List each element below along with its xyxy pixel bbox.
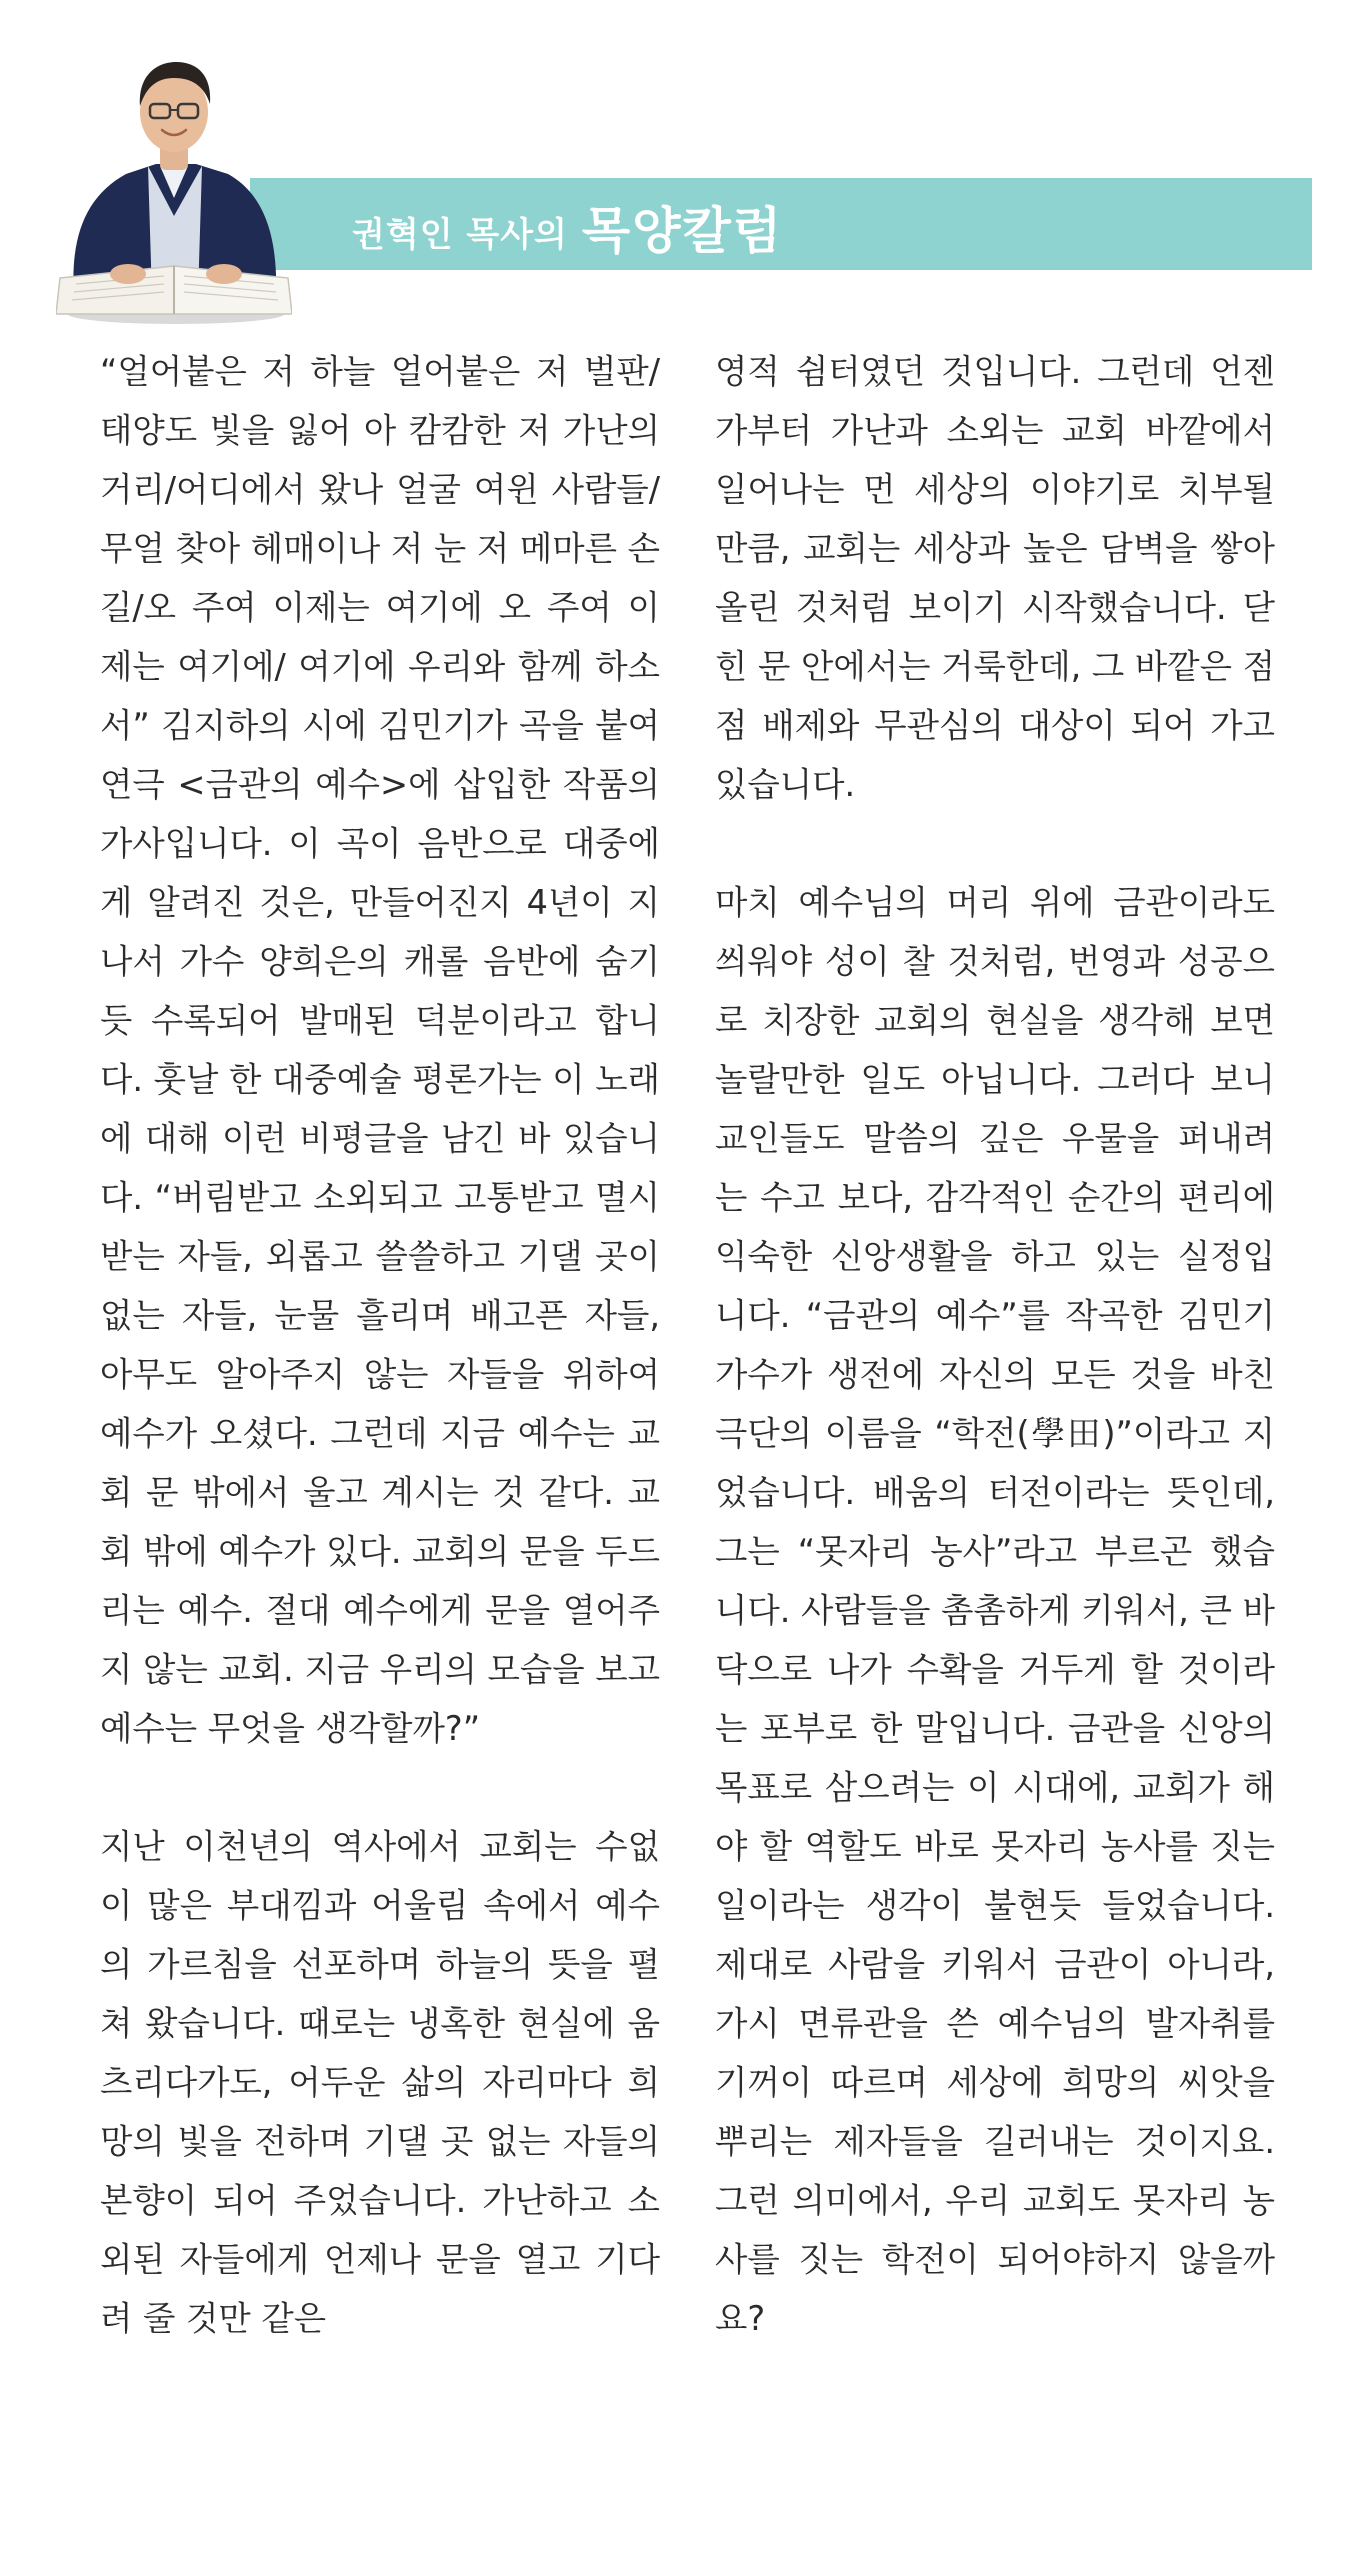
paragraph: 마치 예수님의 머리 위에 금관이라도 씌워야 성이 찰 것처럼, 번영과 성공으로 치장한 교회의 현실을 생각해 보면 놀랄만한 일도 아닙니다. 그러다 보니 교인들도 말씀의 깊은 우물을 퍼내려는 수고 보다, 감각적인 순간의 편리에 익숙한 신앙생활을 하고 있는 실정입니다. “금관의 예수”를 작곡한 김민기 가수가 생전에 자신의 모든 것을 바친 극단의 이름을 “학전(學田)”이라고 지었습니다. 배움의 터전이라는 뜻인데, 그는 “못자리 농사”라고 부르곤 했습니다. 사람들을 촘촘하게 키워서, 큰 바닥으로 나가 수확을 거두게 할 것이라는 포부로 한 말입니다. 금관을 신앙의 목표로 삼으려는 이 시대에, 교회가 해야 할 역할도 바로 못자리 농사를 짓는 일이라는 생각이 불현듯 들었습니다. 제대로 사람을 키워서 금관이 아니라, 가시 면류관을 쓴 예수님의 발자취를 기꺼이 따르며 세상에 희망의 씨앗을 뿌리는 제자들을 길러내는 것이지요. 그런 의미에서, 우리 교회도 못자리 농사를 짓는 학전이 되어야하지 않을까요?: [715, 883, 1275, 2338]
title-main: 목양칼럼: [581, 202, 784, 260]
column-right: [715, 342, 1275, 2348]
paragraph-gap: [715, 814, 1275, 873]
paragraph-gap: [100, 1758, 660, 1817]
column-title: [352, 192, 783, 262]
paragraph: “얼어붙은 저 하늘 얼어붙은 저 벌판/태양도 빛을 잃어 아 캄캄한 저 가난의 거리/어디에서 왔나 얼굴 여윈 사람들/무얼 찾아 헤매이나 저 눈 저 메마른 손길/오 주여 이제는 여기에 오 주여 이제는 여기에/ 여기에 우리와 함께 하소서” 김지하의 시에 김민기가 곡을 붙여 연극 <금관의 예수>에 삽입한 작품의 가사입니다. 이 곡이 음반으로 대중에게 알려진 것은, 만들어진지 4년이 지나서 가수 양희은의 캐롤 음반에 숨기듯 수록되어 발매된 덕분이라고 합니다. 훗날 한 대중예술 평론가는 이 노래에 대해 이런 비평글을 남긴 바 있습니다. “버림받고 소외되고 고통받고 멸시받는 자들, 외롭고 쓸쓸하고 기댈 곳이 없는 자들, 눈물 흘리며 배고픈 자들, 아무도 알아주지 않는 자들을 위하여 예수가 오셨다. 그런데 지금 예수는 교회 문 밖에서 울고 계시는 것 같다. 교회 밖에 예수가 있다. 교회의 문을 두드리는 예수. 절대 예수에게 문을 열어주지 않는 교회. 지금 우리의 모습을 보고 예수는 무엇을 생각할까?”: [100, 352, 660, 1748]
paragraph: 영적 쉼터였던 것입니다. 그런데 언젠가부터 가난과 소외는 교회 바깥에서 일어나는 먼 세상의 이야기로 치부될만큼, 교회는 세상과 높은 담벽을 쌓아 올린 것처럼 보이기 시작했습니다. 닫힌 문 안에서는 거룩한데, 그 바깥은 점점 배제와 무관심의 대상이 되어 가고 있습니다.: [715, 352, 1275, 804]
column-left: [100, 342, 660, 2348]
paragraph: 지난 이천년의 역사에서 교회는 수없이 많은 부대낌과 어울림 속에서 예수의 가르침을 선포하며 하늘의 뜻을 펼쳐 왔습니다. 때로는 냉혹한 현실에 움츠리다가도, 어두운 삶의 자리마다 희망의 빛을 전하며 기댈 곳 없는 자들의 본향이 되어 주었습니다. 가난하고 소외된 자들에게 언제나 문을 열고 기다려 줄 것만 같은: [100, 1827, 660, 2338]
pastor-portrait-icon: [56, 46, 292, 328]
title-prefix: 권혁인 목사의: [352, 215, 568, 255]
